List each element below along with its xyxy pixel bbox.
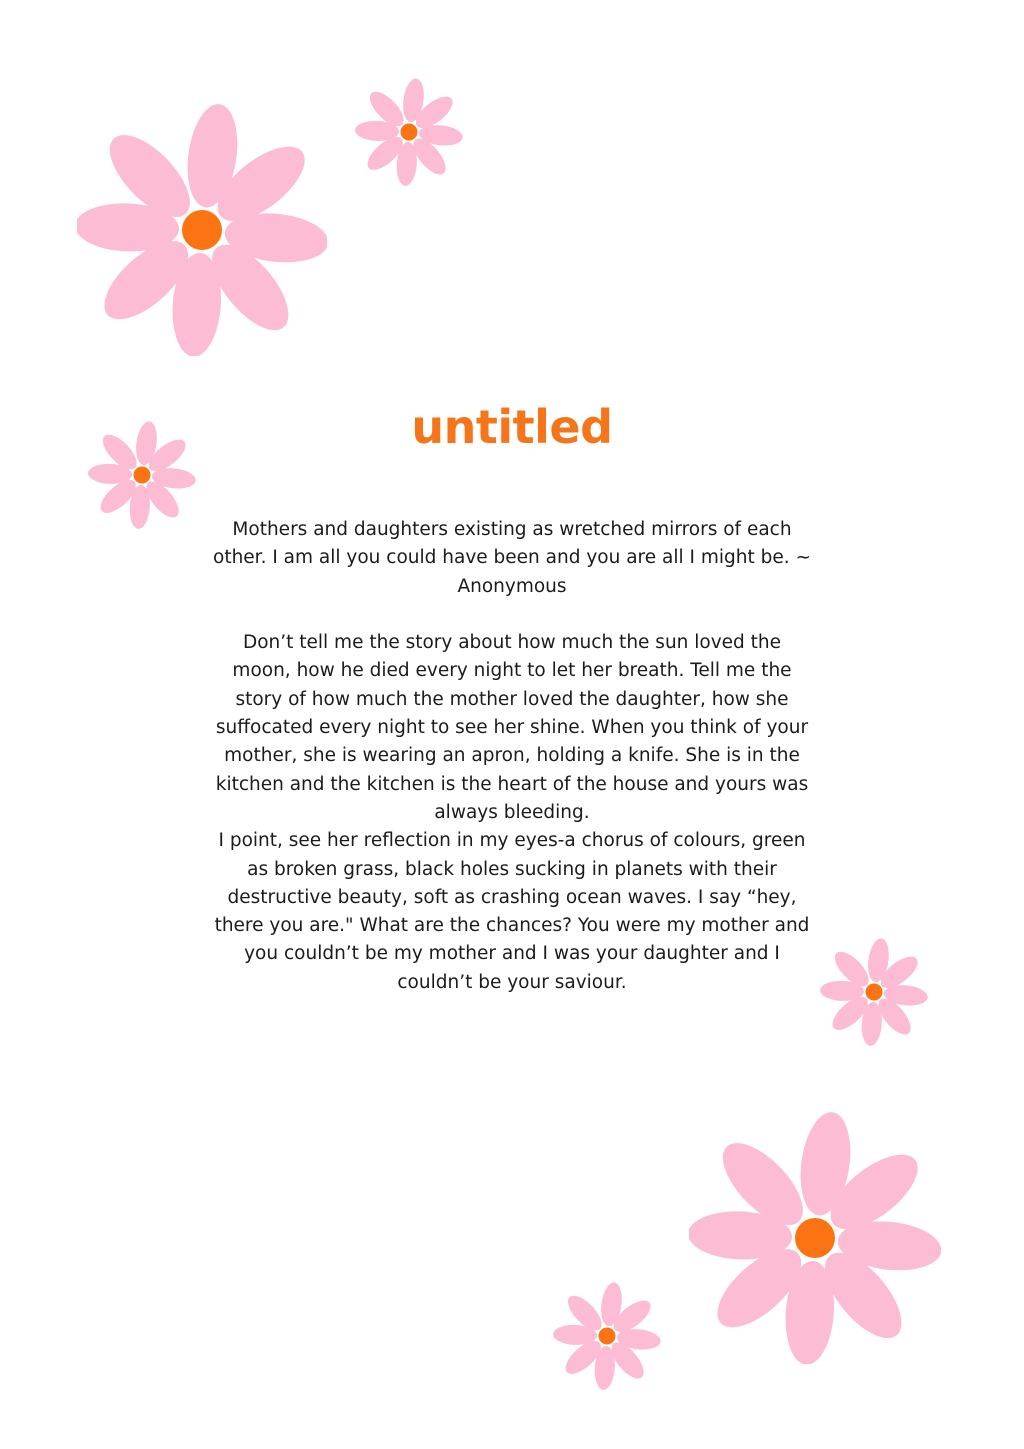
flower-center <box>182 210 222 250</box>
flower-center <box>401 124 418 141</box>
paragraph-spacer <box>212 601 812 629</box>
page-title: untitled <box>411 400 613 454</box>
flower-center <box>134 467 151 484</box>
flower-icon <box>353 77 465 187</box>
epigraph-quote: Mothers and daughters existing as wretched mirrors of each other. I am all you could have been and you are all I might be. ~ Anonymous <box>213 519 811 597</box>
flower-center <box>599 1328 616 1345</box>
flower-icon <box>551 1281 663 1391</box>
flower-icon <box>689 1112 941 1364</box>
poem-body <box>212 516 812 997</box>
poem-paragraph: I point, see her reflection in my eyes-a chorus of colours, green as broken grass, black holes sucking in planets with their destructive beauty, soft as crashing ocean waves. I say “hey, there you are." What are the chances? You were my mother and you couldn’t be my mother and I was your daughter and I couldn’t be your saviour. <box>214 830 810 993</box>
flower-icon <box>77 104 327 356</box>
flower-icon <box>818 937 930 1047</box>
poem-paragraph: Don’t tell me the story about how much the sun loved the moon, how he died every night to let her breath. Tell me the story of how much the mother loved the daughter, how she suffocated every night to see her shine. When you think of your mother, she is wearing an apron, holding a knife. She is in the kitchen and the kitchen is the heart of the house and yours was always bleeding. <box>215 632 809 823</box>
flower-center <box>866 984 883 1001</box>
flower-center <box>795 1218 835 1258</box>
